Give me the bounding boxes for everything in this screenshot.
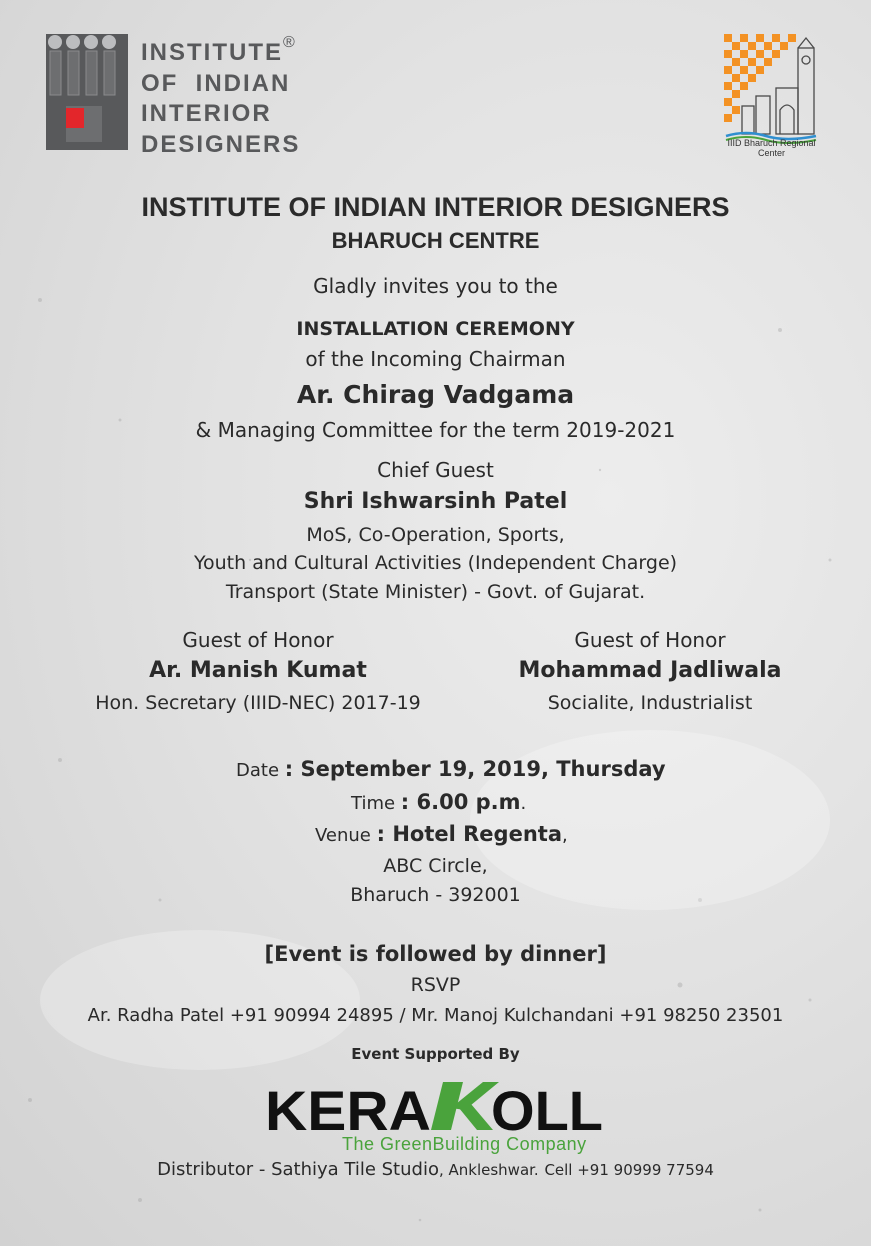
guest-of-honor-label: Guest of Honor (182, 628, 334, 652)
event-venue: Venue : Hotel Regenta, (315, 822, 568, 846)
sponsor-label: Event Supported By (351, 1045, 520, 1063)
brand-right: OLL (491, 1079, 603, 1138)
chief-guest-name: Shri Ishwarsinh Patel (303, 489, 568, 514)
guest-of-honor-desc: Hon. Secretary (IIID-NEC) 2017-19 (95, 692, 421, 714)
venue-address-2: Bharuch - 392001 (350, 884, 521, 906)
distributor-place: , Ankleshwar. (438, 1161, 539, 1179)
event-date: Date : September 19, 2019, Thursday (236, 757, 666, 781)
logo-line-1: INSTITUTE (141, 39, 283, 66)
chief-guest-label: Chief Guest (377, 458, 494, 482)
logo-line-4: DESIGNERS (141, 130, 301, 158)
logo-line-2: OF INDIAN (141, 69, 291, 97)
registered-mark: ® (283, 34, 297, 51)
chief-guest-desc-1: MoS, Co-Operation, Sports, (306, 524, 565, 546)
date-label: Date (236, 760, 280, 781)
sponsor-tagline: The GreenBuilding Company (342, 1134, 587, 1154)
iiid-logo-text (141, 32, 300, 160)
time-value: 6.00 p.m (416, 790, 521, 814)
kerakoll-k-icon (431, 1082, 499, 1130)
bharuch-regional-logo (716, 30, 826, 150)
guest-of-honor-name: Ar. Manish Kumat (149, 658, 367, 683)
logo-line-3: INTERIOR (141, 100, 272, 127)
date-value: September 19, 2019, Thursday (300, 757, 666, 781)
guest-of-honor-left (72, 628, 444, 714)
chief-guest-desc-3: Transport (State Minister) - Govt. of Gujarat. (225, 581, 646, 603)
venue-label: Venue (315, 825, 371, 846)
page-title: INSTITUTE OF INDIAN INTERIOR DESIGNERS (141, 192, 730, 222)
invite-line: Gladly invites you to the (313, 274, 558, 298)
chief-guest-desc-2: Youth and Cultural Activities (Independent Charge) (193, 552, 678, 574)
guest-of-honor-desc: Socialite, Industrialist (547, 692, 753, 714)
guest-of-honor-name: Mohammad Jadliwala (518, 658, 782, 683)
event-time: Time : 6.00 p.m. (351, 790, 527, 814)
rsvp-contacts: Ar. Radha Patel +91 90994 24895 / Mr. Manoj Kulchandani +91 98250 23501 (87, 1005, 784, 1026)
brand-left: KERA (265, 1079, 431, 1138)
venue-address-1: ABC Circle, (383, 855, 488, 877)
rsvp-label: RSVP (410, 974, 461, 996)
guest-of-honor-right (500, 628, 800, 714)
chairman-name: Ar. Chirag Vadgama (296, 380, 575, 409)
ceremony-title: INSTALLATION CEREMONY (296, 318, 575, 340)
committee-line: & Managing Committee for the term 2019-2021 (195, 418, 676, 442)
iiid-logo-icon (46, 34, 128, 150)
venue-value: Hotel Regenta (392, 822, 562, 846)
regional-logo-caption: IIID Bharuch Regional Center (727, 138, 816, 158)
distributor-cell: Cell +91 90999 77594 (544, 1161, 714, 1179)
distributor-line (0, 1159, 871, 1180)
dinner-note: [Event is followed by dinner] (264, 942, 607, 966)
kerakoll-logo (265, 1078, 605, 1138)
incoming-chairman-line: of the Incoming Chairman (305, 347, 566, 371)
distributor-name: Distributor - Sathiya Tile Studio (157, 1159, 439, 1180)
iiid-logo-mark (46, 34, 128, 150)
page-subtitle: BHARUCH CENTRE (331, 228, 540, 253)
time-label: Time (351, 793, 396, 814)
guest-of-honor-label: Guest of Honor (574, 628, 726, 652)
